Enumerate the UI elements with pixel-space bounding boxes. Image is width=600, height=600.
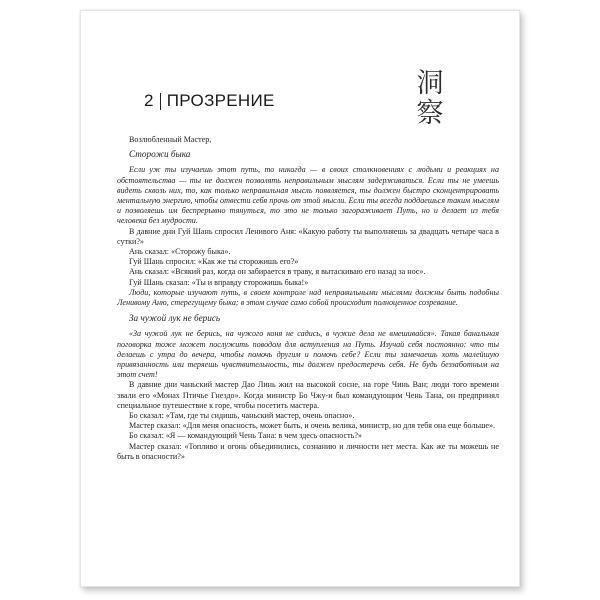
calligraphy-char-1: 洞 [416, 68, 444, 99]
chapter-separator [160, 93, 161, 110]
quoted-text: Если уж ты изучаешь этот путь, то никогда — в своих столкновениях с людьми и реакциях на обстоятельства — ты не должен позволять неправильным мыслям задерживаться. Если ты не умеешь видеть сквозь них, то, как только неправильная мысль появляется, ты должен быстро сконцентрировать ментальную энергию, чтобы отвести себя прочь от этой мысли. Если ты всегда поддаешься таким мыслям и позволяешь им беспрерывно тянуться, то это не только загораживает Путь, но и делает из тебя человека без мудрости. [117, 165, 499, 226]
story-paragraph: Бо сказал: «Там, где ты сидишь, чаньский мастер, очень опасно». [129, 411, 355, 421]
calligraphy-char-2: 察 [416, 98, 444, 129]
story-paragraph: В давние дни чаньский мастер Дао Линь жил на высокой сосне, на горе Чинь Ван; люди того времени звали его «Монах Птичье Гнездо». Когда министр Бо Чжу-и был командующим Чень Тана, он предпринял специальное путешествие к горе, чтобы посетить мастера. [117, 380, 499, 410]
chapter-title: ПРОЗРЕНИЕ [166, 91, 275, 110]
page-body [117, 135, 499, 462]
closing-paragraph: Люди, которые изучают путь, в своем контроле над неправильными мыслями должны быть подобны Ленивому Аню, стерегущему быка; в этом случае само собой происходит полноценное созревание. [117, 287, 499, 308]
chapter-heading [144, 91, 275, 111]
calligraphy-characters [413, 69, 447, 129]
story-paragraph: Мастер сказал: «Для меня опасность, может быть, и очень велика, министр, но для тебя она еще больше». [129, 421, 496, 431]
story-paragraph: Гуй Шань спросил: «Как же ты сторожишь его?» [129, 257, 299, 267]
story-paragraph: Бо сказал: «Я — командующий Чень Тана: в чем здесь опасность?» [129, 431, 362, 441]
section-heading: За чужой лук не берись [129, 313, 221, 324]
quoted-text: «За чужой лук не берись, на чужого коня не садись, в чужие дела не вмешивайся». Такая банальная поговорка тоже может послужить поводом для вступления на Путь. Изучай себя постоянно: что ты делаешь с утра до вечера, чтобы помочь другим и помочь себе? Если ты замечаешь хоть малейшую привязанность или теряешь чувствительность, ты должен предостеречь себя. Не будь беззаботным на этот счет! [117, 329, 499, 380]
story-paragraph: Ань сказал: «Всякий раз, когда он забирается в траву, я вытаскиваю его назад за нос». [129, 267, 426, 277]
story-paragraph: В давние дни Гуй Шань спросил Ленивого Аня: «Какую работу ты выполняешь за двадцать четыре часа в сутки?» [117, 226, 499, 246]
story-paragraph: Гуй Шань сказал: «Ты и вправду сторожишь быка!» [129, 277, 309, 287]
story-paragraph: Мастер сказал: «Топливо и огонь объединились, сознанию и личности нет места. Как же ты можешь не быть в опасности?» [117, 441, 499, 461]
book-page [80, 10, 520, 587]
story-paragraph: Ань сказал: «Сторожу быка». [129, 247, 231, 257]
section-heading: Сторожи быка [129, 149, 191, 160]
salutation: Возлюбленный Мастер, [129, 135, 212, 144]
chapter-number: 2 [144, 91, 154, 110]
